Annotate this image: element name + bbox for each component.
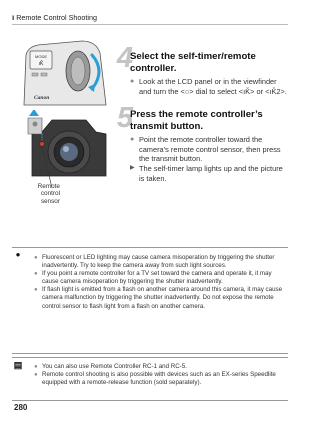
step-5-bullet-1: ● Point the remote controller toward the camera’s remote control sensor, then press the transmit button.	[130, 135, 281, 164]
bullet-dot-icon: ●	[130, 78, 135, 85]
remote-sensor-caption: Remote control sensor	[37, 183, 60, 205]
step-4-title: Select the self-timer/remote controller.	[130, 51, 256, 74]
caution-item: ● Fluorescent or LED lighting may cause camera misoperation by triggering the shutter inadvertently. Try to keep the camera away from such light sources.	[34, 254, 275, 270]
step-5-title: Press the remote controller’s transmit button.	[130, 109, 263, 132]
caution-item: ● If flash light is emitted from a flash on another camera around this camera, it may cause camera malfunction by triggering the shutter inadvertently. Do not expose the remote control sensor to flash light from a flash on another camera.	[34, 286, 283, 310]
bullet-dot-icon: ●	[34, 287, 38, 294]
mode-label: MODE	[35, 54, 47, 59]
memo-item: ● You can also use Remote Controller RC-1 and RC-5.	[34, 363, 187, 370]
page-number: 280	[14, 403, 28, 412]
bullet-dot-icon: ●	[34, 372, 38, 379]
camera-brand-label: Canon	[34, 95, 50, 101]
bullet-dot-icon: ●	[130, 136, 135, 143]
memo-list	[34, 363, 286, 387]
memo-icon: ▤	[13, 360, 23, 370]
self-timer-icon: ı	[12, 13, 15, 22]
camera-dial-illustration	[22, 35, 114, 107]
header-divider	[12, 24, 288, 25]
bullet-dot-icon: ●	[34, 364, 38, 370]
step-5-bullet-2: ▶ The self-timer lamp lights up and the picture is taken.	[130, 164, 283, 183]
page-header	[12, 13, 97, 22]
memo-box	[12, 357, 288, 401]
step-4-bullet-1: ● Look at the LCD panel or in the viewfinder and turn the <○> dial to select <ıǨ> or <ıǨ2>.	[130, 77, 287, 96]
caution-icon: ●	[15, 250, 21, 259]
result-arrow-icon: ▶	[130, 165, 135, 171]
bullet-dot-icon: ●	[34, 271, 38, 278]
memo-item: ● Remote control shooting is also possible with devices such as an EX-series Speedlite equipped with a remote-release function (sold separately).	[34, 371, 276, 387]
caution-item: ● If you point a remote controller for a TV set toward the camera and operate it, it may cause camera misoperation by triggering the shutter inadvertently.	[34, 270, 272, 286]
caution-box	[12, 247, 288, 354]
step-5-number: 5	[116, 102, 134, 134]
step-4-number: 4	[116, 42, 134, 74]
caution-list	[34, 254, 286, 311]
svg-text:ıǨ: ıǨ	[38, 61, 44, 67]
header-title: Remote Control Shooting	[16, 13, 97, 22]
bullet-dot-icon: ●	[34, 255, 38, 261]
